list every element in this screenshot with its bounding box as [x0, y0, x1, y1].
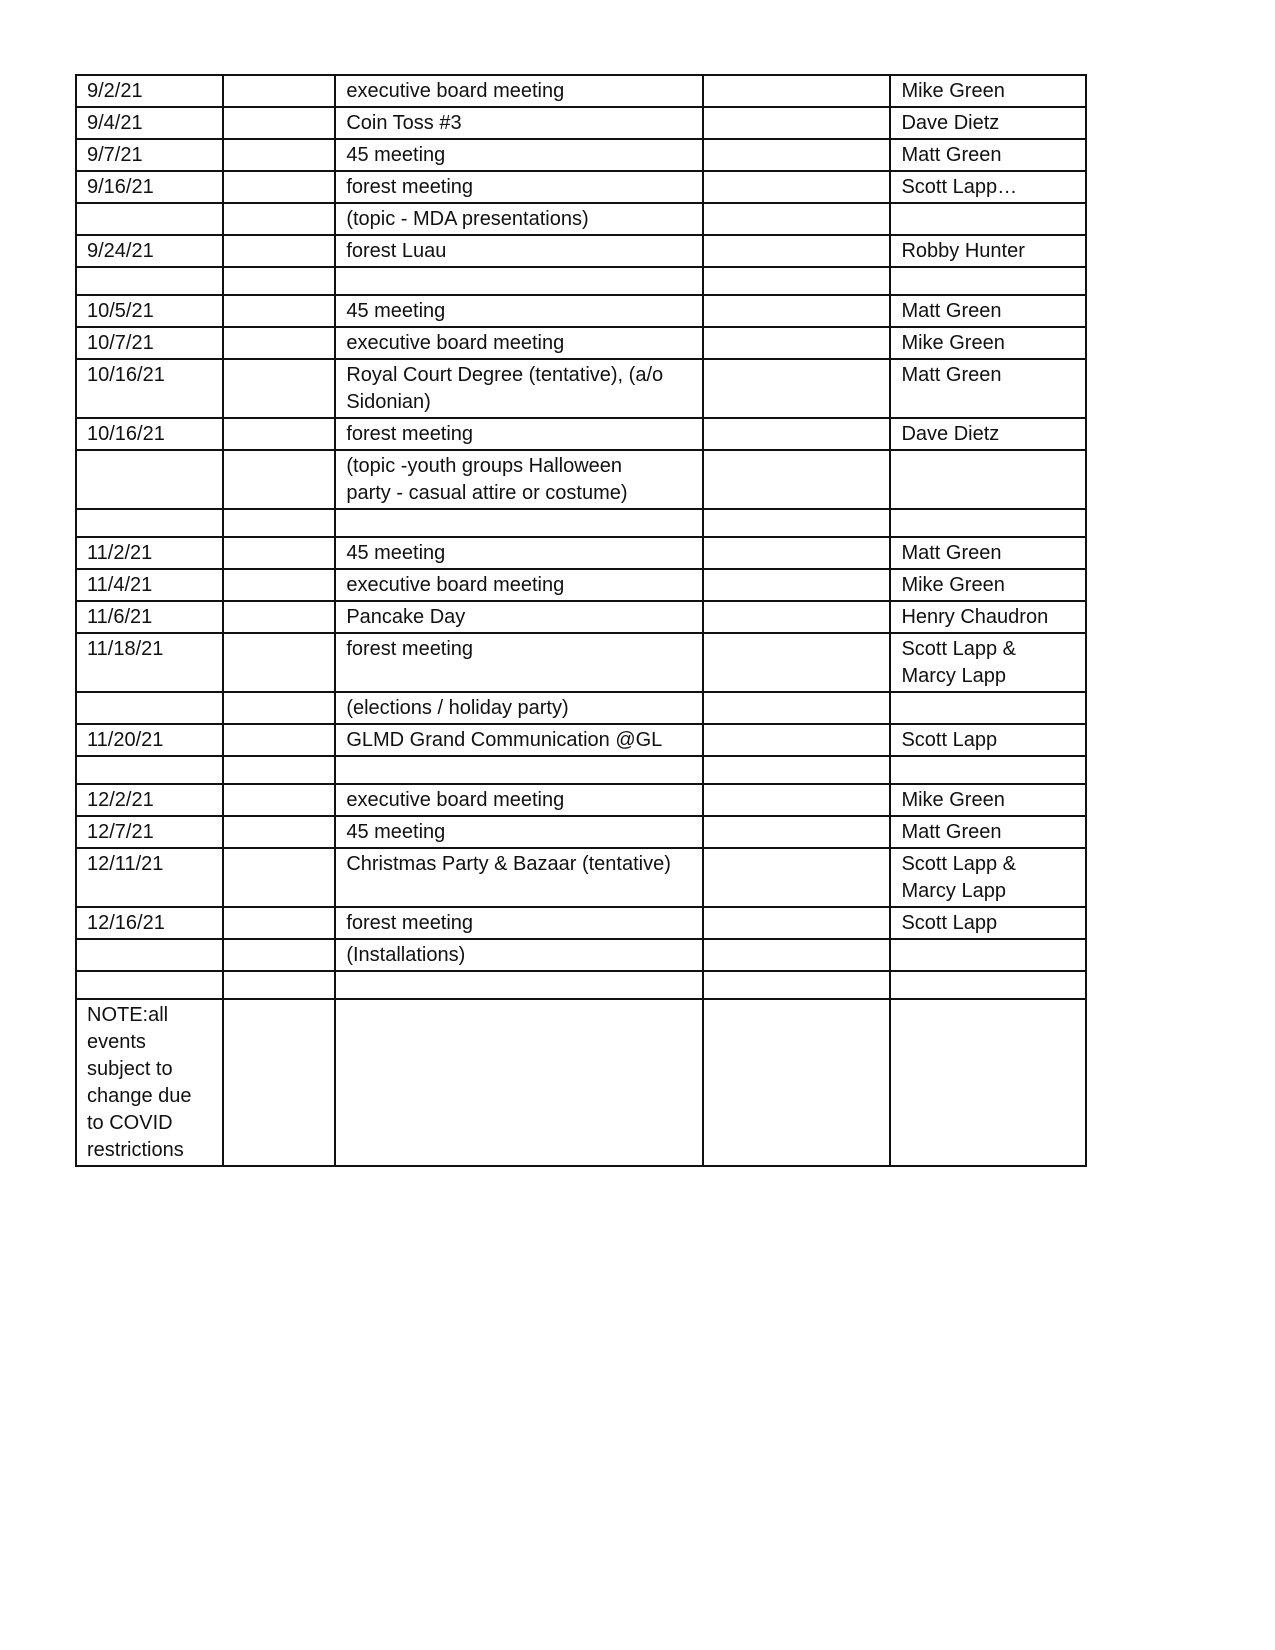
- table-row: [76, 816, 1086, 848]
- table-row: [76, 450, 1086, 509]
- date-cell: 12/16/21: [76, 907, 223, 939]
- contact-cell: Scott Lapp & Marcy Lapp: [890, 633, 1086, 692]
- notes-cell: [703, 295, 890, 327]
- contact-cell: Matt Green: [890, 537, 1086, 569]
- date-cell: 9/2/21: [76, 75, 223, 107]
- table-row: [76, 359, 1086, 418]
- table-row: [76, 939, 1086, 971]
- contact-cell: Matt Green: [890, 816, 1086, 848]
- table-row: [76, 139, 1086, 171]
- blank-cell: [223, 939, 335, 971]
- notes-cell: [703, 784, 890, 816]
- blank-cell: [223, 999, 335, 1166]
- notes-cell: [703, 939, 890, 971]
- date-cell: [76, 756, 223, 784]
- blank-cell: [223, 848, 335, 907]
- date-cell: 12/11/21: [76, 848, 223, 907]
- table-row: [76, 75, 1086, 107]
- notes-cell: [703, 633, 890, 692]
- event-cell: [335, 999, 703, 1166]
- table-row: [76, 267, 1086, 295]
- table-row: [76, 971, 1086, 999]
- event-cell: forest meeting: [335, 418, 703, 450]
- date-cell: 9/4/21: [76, 107, 223, 139]
- table-row: [76, 633, 1086, 692]
- table-row: [76, 756, 1086, 784]
- table-row: [76, 418, 1086, 450]
- notes-cell: [703, 724, 890, 756]
- blank-cell: [223, 75, 335, 107]
- date-cell: 10/5/21: [76, 295, 223, 327]
- blank-cell: [223, 692, 335, 724]
- event-cell: Royal Court Degree (tentative), (a/o Sidonian): [335, 359, 703, 418]
- blank-cell: [223, 509, 335, 537]
- notes-cell: [703, 971, 890, 999]
- contact-cell: Scott Lapp: [890, 724, 1086, 756]
- event-cell: executive board meeting: [335, 784, 703, 816]
- event-cell: 45 meeting: [335, 295, 703, 327]
- event-cell: forest meeting: [335, 907, 703, 939]
- blank-cell: [223, 171, 335, 203]
- table-row: [76, 107, 1086, 139]
- contact-cell: Matt Green: [890, 295, 1086, 327]
- blank-cell: [223, 537, 335, 569]
- blank-cell: [223, 107, 335, 139]
- notes-cell: [703, 601, 890, 633]
- contact-cell: Robby Hunter: [890, 235, 1086, 267]
- table-row: [76, 537, 1086, 569]
- table-row: [76, 848, 1086, 907]
- notes-cell: [703, 537, 890, 569]
- blank-cell: [223, 235, 335, 267]
- notes-cell: [703, 692, 890, 724]
- contact-cell: Henry Chaudron: [890, 601, 1086, 633]
- table-row: [76, 203, 1086, 235]
- contact-cell: Mike Green: [890, 784, 1086, 816]
- contact-cell: [890, 267, 1086, 295]
- table-row: [76, 509, 1086, 537]
- date-cell: 11/2/21: [76, 537, 223, 569]
- table-row: [76, 999, 1086, 1166]
- date-cell: 10/16/21: [76, 418, 223, 450]
- contact-cell: Scott Lapp & Marcy Lapp: [890, 848, 1086, 907]
- notes-cell: [703, 107, 890, 139]
- event-cell: executive board meeting: [335, 75, 703, 107]
- date-cell: 12/7/21: [76, 816, 223, 848]
- blank-cell: [223, 450, 335, 509]
- blank-cell: [223, 569, 335, 601]
- contact-cell: Mike Green: [890, 75, 1086, 107]
- date-cell: 11/4/21: [76, 569, 223, 601]
- date-cell: [76, 267, 223, 295]
- notes-cell: [703, 509, 890, 537]
- date-cell: 11/6/21: [76, 601, 223, 633]
- event-cell: Coin Toss #3: [335, 107, 703, 139]
- table-row: [76, 569, 1086, 601]
- notes-cell: [703, 171, 890, 203]
- blank-cell: [223, 327, 335, 359]
- date-cell: [76, 692, 223, 724]
- notes-cell: [703, 816, 890, 848]
- notes-cell: [703, 359, 890, 418]
- date-cell: 11/18/21: [76, 633, 223, 692]
- event-cell: forest Luau: [335, 235, 703, 267]
- event-cell: forest meeting: [335, 171, 703, 203]
- date-cell: [76, 939, 223, 971]
- contact-cell: Dave Dietz: [890, 107, 1086, 139]
- notes-cell: [703, 756, 890, 784]
- blank-cell: [223, 418, 335, 450]
- event-cell: executive board meeting: [335, 569, 703, 601]
- blank-cell: [223, 784, 335, 816]
- date-cell: 10/7/21: [76, 327, 223, 359]
- notes-cell: [703, 75, 890, 107]
- event-cell: Christmas Party & Bazaar (tentative): [335, 848, 703, 907]
- blank-cell: [223, 267, 335, 295]
- table-row: [76, 784, 1086, 816]
- blank-cell: [223, 633, 335, 692]
- notes-cell: [703, 235, 890, 267]
- contact-cell: [890, 450, 1086, 509]
- table-row: [76, 601, 1086, 633]
- event-cell: Pancake Day: [335, 601, 703, 633]
- notes-cell: [703, 999, 890, 1166]
- event-cell: [335, 756, 703, 784]
- schedule-table: [75, 74, 1087, 1167]
- notes-cell: [703, 418, 890, 450]
- contact-cell: [890, 203, 1086, 235]
- event-cell: 45 meeting: [335, 139, 703, 171]
- contact-cell: Dave Dietz: [890, 418, 1086, 450]
- date-cell: [76, 203, 223, 235]
- contact-cell: Scott Lapp…: [890, 171, 1086, 203]
- event-cell: GLMD Grand Communication @GL: [335, 724, 703, 756]
- notes-cell: [703, 450, 890, 509]
- notes-cell: [703, 203, 890, 235]
- blank-cell: [223, 724, 335, 756]
- blank-cell: [223, 756, 335, 784]
- table-row: [76, 692, 1086, 724]
- table-row: [76, 171, 1086, 203]
- contact-cell: [890, 756, 1086, 784]
- blank-cell: [223, 907, 335, 939]
- date-cell: 12/2/21: [76, 784, 223, 816]
- event-cell: [335, 267, 703, 295]
- contact-cell: [890, 509, 1086, 537]
- date-cell: 11/20/21: [76, 724, 223, 756]
- event-cell: executive board meeting: [335, 327, 703, 359]
- event-cell: (elections / holiday party): [335, 692, 703, 724]
- blank-cell: [223, 601, 335, 633]
- blank-cell: [223, 203, 335, 235]
- notes-cell: [703, 327, 890, 359]
- event-cell: (topic -youth groups Halloween party - casual attire or costume): [335, 450, 703, 509]
- date-cell: 10/16/21: [76, 359, 223, 418]
- notes-cell: [703, 569, 890, 601]
- blank-cell: [223, 816, 335, 848]
- blank-cell: [223, 359, 335, 418]
- table-row: [76, 327, 1086, 359]
- event-cell: [335, 509, 703, 537]
- date-cell: 9/16/21: [76, 171, 223, 203]
- contact-cell: [890, 971, 1086, 999]
- event-cell: (Installations): [335, 939, 703, 971]
- notes-cell: [703, 907, 890, 939]
- contact-cell: [890, 692, 1086, 724]
- table-row: [76, 724, 1086, 756]
- event-cell: 45 meeting: [335, 537, 703, 569]
- contact-cell: [890, 999, 1086, 1166]
- blank-cell: [223, 971, 335, 999]
- date-cell: 9/7/21: [76, 139, 223, 171]
- notes-cell: [703, 267, 890, 295]
- event-cell: 45 meeting: [335, 816, 703, 848]
- contact-cell: [890, 939, 1086, 971]
- blank-cell: [223, 139, 335, 171]
- contact-cell: Mike Green: [890, 569, 1086, 601]
- contact-cell: Mike Green: [890, 327, 1086, 359]
- blank-cell: [223, 295, 335, 327]
- table-row: [76, 235, 1086, 267]
- contact-cell: Matt Green: [890, 359, 1086, 418]
- date-cell: [76, 509, 223, 537]
- table-row: [76, 907, 1086, 939]
- contact-cell: Scott Lapp: [890, 907, 1086, 939]
- date-cell: NOTE:all events subject to change due to COVID restrictions: [76, 999, 223, 1166]
- event-cell: (topic - MDA presentations): [335, 203, 703, 235]
- date-cell: 9/24/21: [76, 235, 223, 267]
- notes-cell: [703, 139, 890, 171]
- contact-cell: Matt Green: [890, 139, 1086, 171]
- date-cell: [76, 971, 223, 999]
- table-row: [76, 295, 1086, 327]
- notes-cell: [703, 848, 890, 907]
- date-cell: [76, 450, 223, 509]
- event-cell: [335, 971, 703, 999]
- event-cell: forest meeting: [335, 633, 703, 692]
